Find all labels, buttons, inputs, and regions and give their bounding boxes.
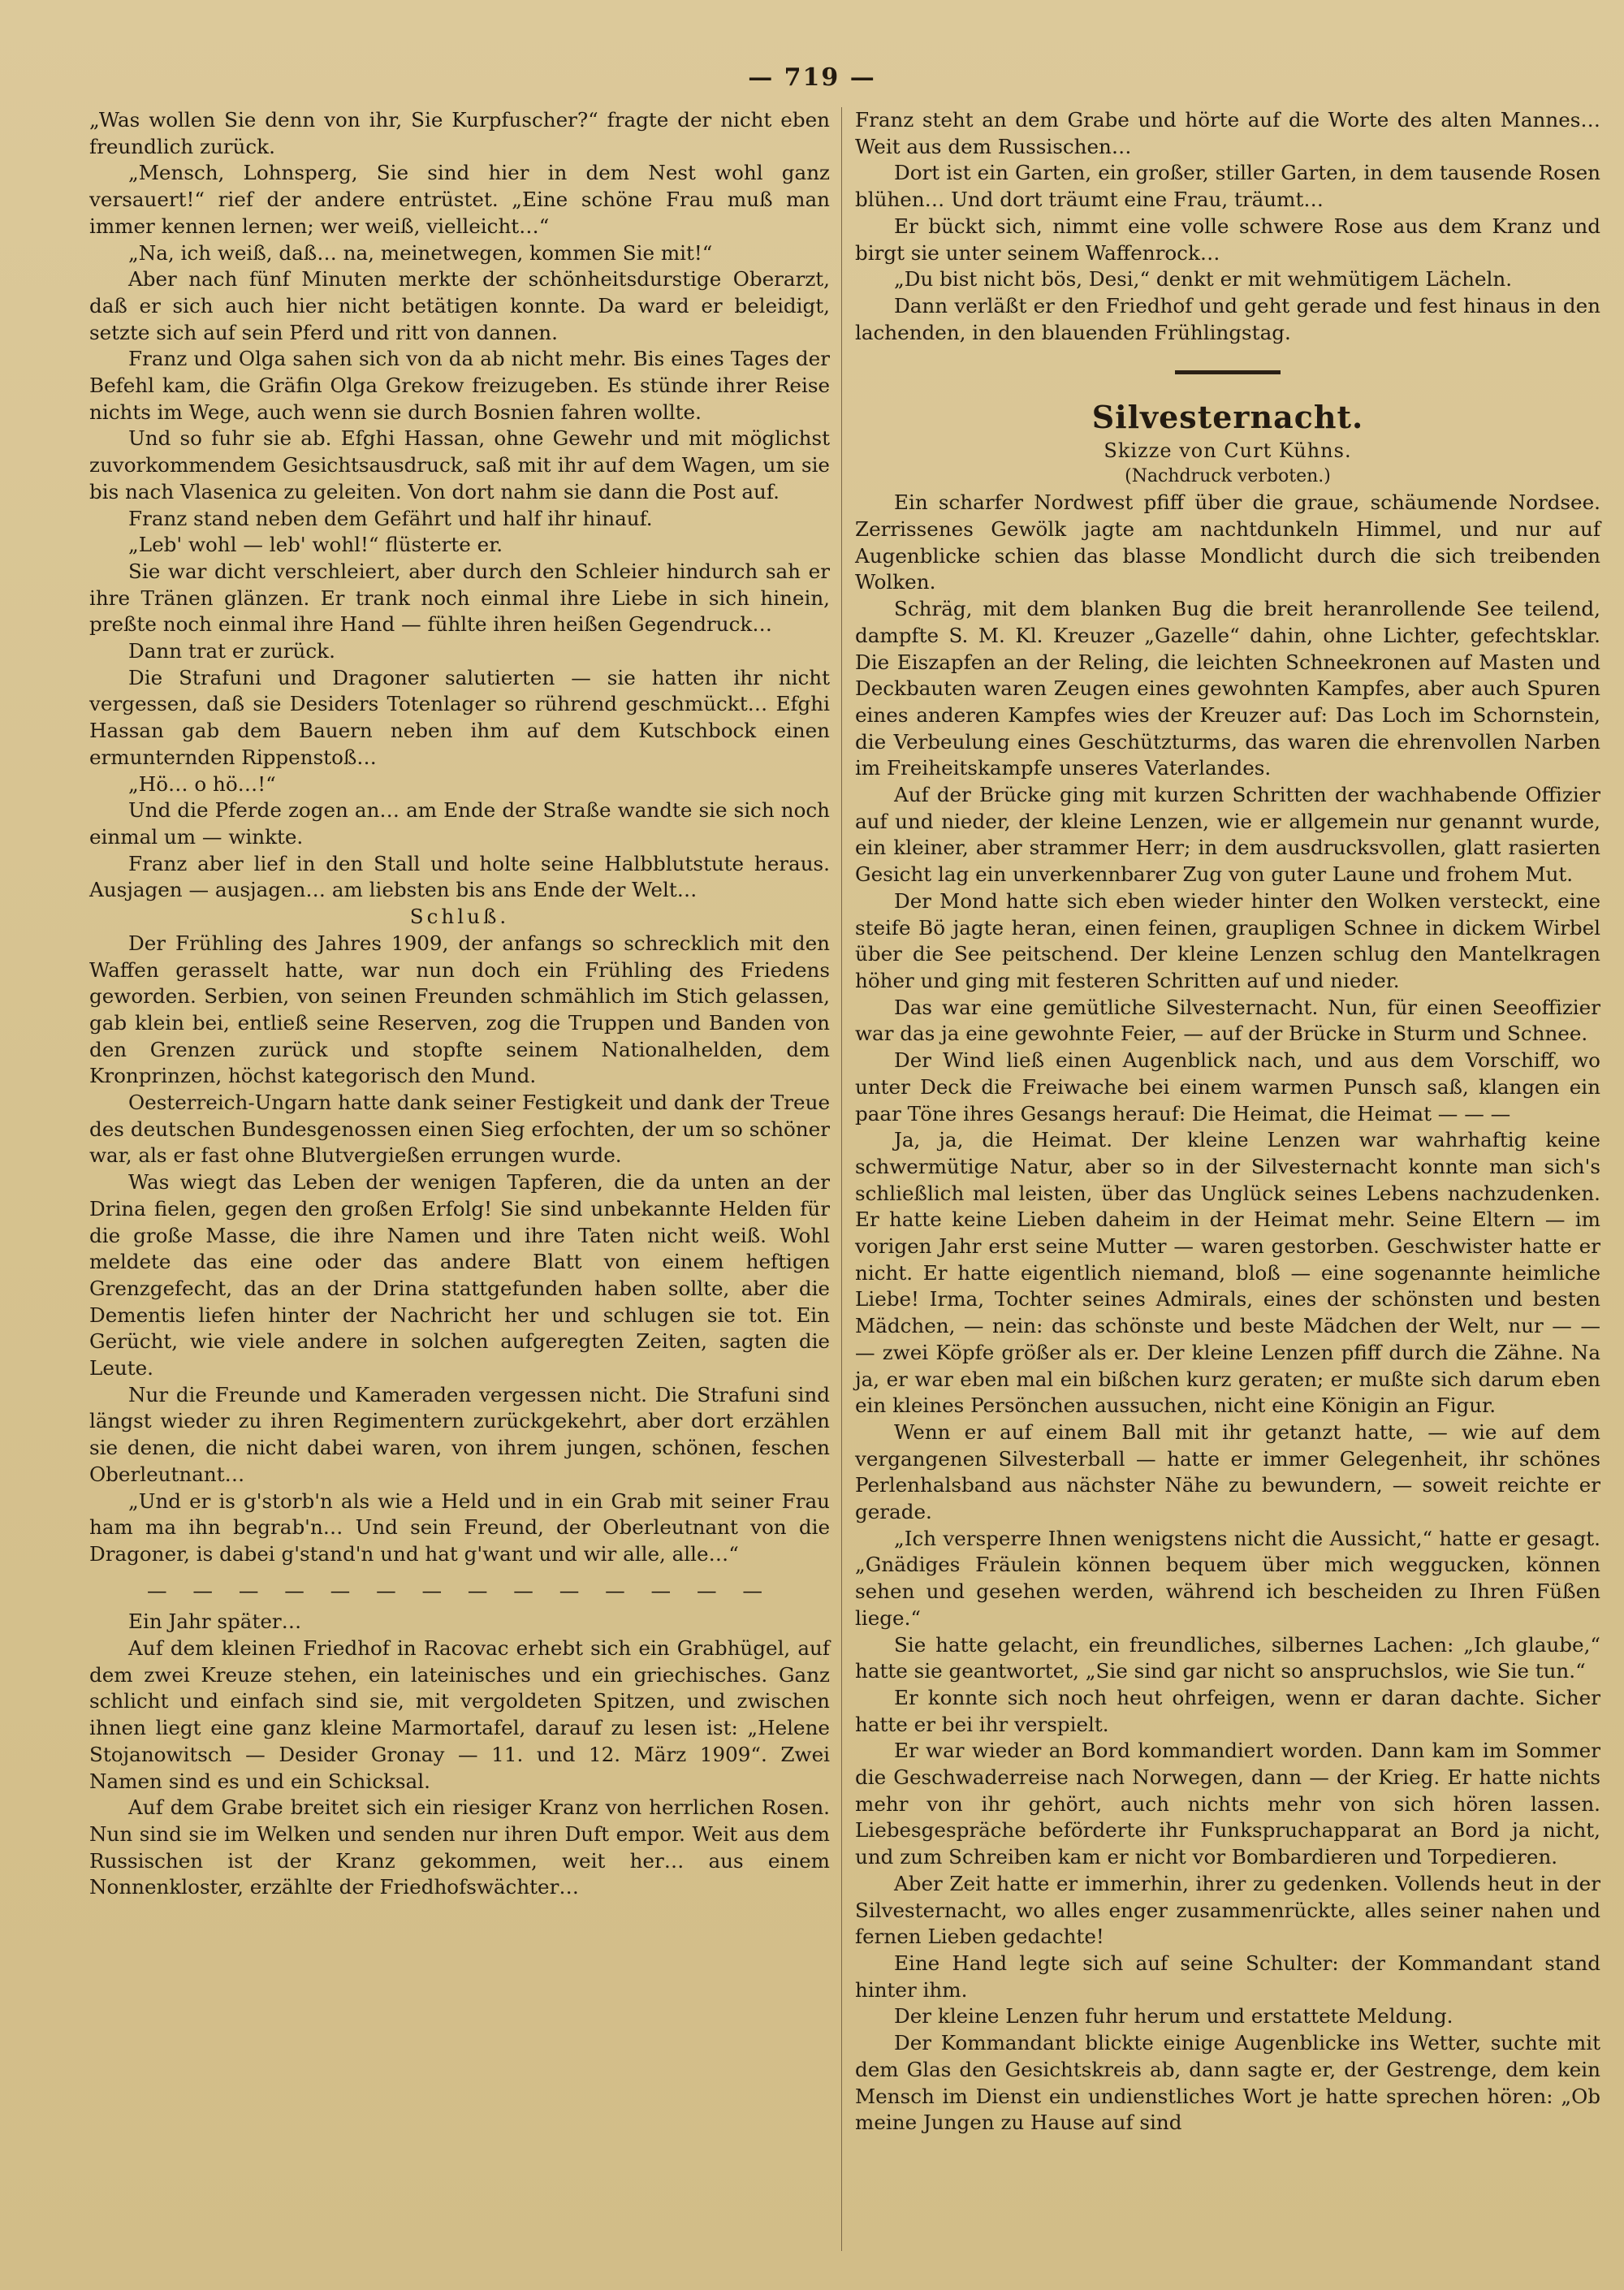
paragraph: Nur die Freunde und Kameraden vergessen nicht. Die Strafuni sind längst wieder zu ihren Regimentern zurückgekehrt, aber dort erzählen sie denen, die nicht dabei waren, von ihrem jungen, schönen, feschen Oberleutnant… (89, 1382, 830, 1486)
right-column (855, 107, 1600, 2137)
paragraph: Er bückt sich, nimmt eine volle schwere Rose aus dem Kranz und birgt sie unter seinem Waffenrock… (855, 214, 1600, 265)
paragraph: Was wiegt das Leben der wenigen Tapferen, die da unten an der Drina fielen, gegen den großen Erfolg! Sie sind unbekannte Helden für die große Masse, die ihre Namen und ihre Taten nicht weiß. Wohl meldete das eine oder das andere Blatt von einem heftigen Grenzgefecht, das an der Drina stattgefunden haben sollte, aber die Dementis liefen hinter der Nachricht her und schlugen sie tot. Ein Gerücht, wie viele andere in solchen aufgeregten Zeiten, sagten die Leute. (89, 1170, 830, 1380)
paragraph: Aber nach fünf Minuten merkte der schönheitsdurstige Oberarzt, daß er sich auch hier nicht betätigen konnte. Da ward er beleidigt, setzte sich auf sein Pferd und ritt von dannen. (89, 267, 830, 344)
paragraph: Dann trat er zurück. (128, 639, 335, 663)
paragraph: Das war eine gemütliche Silvesternacht. Nun, für einen Seeoffizier war das ja eine gewohnte Feier, — auf der Brücke in Sturm und Schnee. (855, 995, 1600, 1046)
right-column-part-b (855, 490, 1600, 2137)
left-column-part-c (89, 1609, 830, 1901)
paragraph: Er konnte sich noch heut ohrfeigen, wenn er daran dachte. Sicher hatte er bei ihr verspielt. (855, 1685, 1600, 1736)
schluss-heading: Schluß. (409, 905, 510, 929)
paragraph: Der Wind ließ einen Augenblick nach, und aus dem Vorschiff, wo unter Deck die Freiwache bei einem warmen Punsch saß, klangen ein paar Töne ihres Gesangs herauf: Die Heimat, die Heimat — — — (855, 1048, 1600, 1126)
paragraph: Ein scharfer Nordwest pfiff über die graue, schäumende Nordsee. Zerrissenes Gewölk jagte am nachtdunkeln Himmel, und nur auf Augenblicke schien das blasse Mondlicht durch die sich treibenden Wolken. (855, 490, 1600, 594)
paragraph: Wenn er auf einem Ball mit ihr getanzt hatte, — wie auf dem vergangenen Silvesterball — hatte er immer Gelegenheit, ihr schönes Perlenhalsband aus nächster Nähe zu bewundern, — soweit reichte er gerade. (855, 1419, 1600, 1524)
paragraph: Die Strafuni und Dragoner salutierten — sie hatten ihr nicht vergessen, daß sie Desiders Totenlager so rührend geschmückt… Efghi Hassan gab dem Bauern neben ihm auf dem Kutschbock einen ermunternden Rippenstoß… (89, 665, 830, 769)
paragraph: Dann verläßt er den Friedhof und geht gerade und fest hinaus in den lachenden, in den blauenden Frühlingstag. (855, 293, 1600, 344)
paragraph: „Du bist nicht bös, Desi,“ denkt er mit wehmütigem Lächeln. (894, 267, 1513, 292)
paragraph: „Was wollen Sie denn von ihr, Sie Kurpfuscher?“ fragte der nicht eben freundlich zurück. (89, 108, 830, 158)
paragraph: „Mensch, Lohnsperg, Sie sind hier in dem Nest wohl ganz versauert!“ rief der andere entrüstet. „Eine schöne Frau muß man immer kennen lernen; wer weiß, vielleicht…“ (89, 161, 830, 238)
paragraph: Auf dem kleinen Friedhof in Racovac erhebt sich ein Grabhügel, auf dem zwei Kreuze stehen, ein lateinisches und ein griechisches. Ganz schlicht und einfach sind sie, mit vergoldeten Spitzen, und zwischen ihnen liegt eine ganz kleine Marmortafel, darauf zu lesen ist: „Helene Stojanowitsch — Desider Gronay — 11. und 12. März 1909“. Zwei Namen sind es und ein Schicksal. (89, 1636, 830, 1793)
left-column (89, 107, 830, 1901)
paragraph: Der kleine Lenzen fuhr herum und erstattete Meldung. (894, 2004, 1453, 2029)
paragraph: Auf dem Grabe breitet sich ein riesiger Kranz von herrlichen Rosen. Nun sind sie im Welken und senden nur ihren Duft empor. Weit aus dem Russischen ist der Kranz gekommen, weit her… aus einem Nonnenkloster, erzählte der Friedhofswächter… (89, 1795, 830, 1899)
paragraph: Franz aber lief in den Stall und holte seine Halbblutstute heraus. Ausjagen — ausjagen… am liebsten bis ans Ende der Welt… (89, 851, 830, 902)
paragraph: Oesterreich-Ungarn hatte dank seiner Festigkeit und dank der Treue des deutschen Bundesgenossen einen Sieg erfochten, der um so schöner war, als er fast ohne Blutvergießen errungen wurde. (89, 1091, 830, 1168)
left-column-part-b (89, 931, 830, 1568)
paragraph: Sie hatte gelacht, ein freundliches, silbernes Lachen: „Ich glaube,“ hatte sie geantwortet, „Sie sind gar nicht so anspruchslos, wie Sie tun.“ (855, 1632, 1600, 1683)
dash-separator: — — — — — — — — — — — — — — (147, 1578, 772, 1602)
paragraph: Und die Pferde zogen an… am Ende der Straße wandte sie sich noch einmal um — winkte. (89, 798, 830, 849)
paragraph: Aber Zeit hatte er immerhin, ihrer zu gedenken. Vollends heut in der Silvesternacht, wo alles enger zusammenrückte, alles seiner nahen und fernen Lieben gedachte! (855, 1871, 1600, 1949)
paragraph: Ein Jahr später… (128, 1609, 302, 1634)
paragraph: Er war wieder an Bord kommandiert worden. Dann kam im Sommer die Geschwaderreise nach Norwegen, dann — der Krieg. Er hatte nichts mehr von ihr gehört, auch nichts mehr von sich hören lassen. Liebesgespräche beförderte ihr Funkspruchapparat an Bord ja nicht, und zum Schreiben kam er nicht vor Bombardieren und Torpedieren. (855, 1739, 1600, 1869)
left-column-part-a (89, 107, 830, 904)
page-number: — 719 — (748, 63, 876, 92)
paragraph: Ja, ja, die Heimat. Der kleine Lenzen war wahrhaftig keine schwermütige Natur, aber so in der Silvesternacht konnte man sich's schließlich mal leisten, über das Unglück seines Lebens nachzudenken. Er hatte keine Lieben daheim in der Heimat mehr. Seine Eltern — im vorigen Jahr erst seine Mutter — waren gestorben. Geschwister hatte er nicht. Er hatte eigentlich niemand, bloß — eine sogenannte heimliche Liebe! Irma, Tochter seines Admirals, eines der schönsten und besten Mädchen, — nein: das schönste und beste Mädchen der Welt, nur — — — zwei Köpfe größer als er. Der kleine Lenzen pfiff durch die Zähne. Na ja, er war eben mal ein bißchen kurz geraten; er mußte sich darum eben ein kleines Persönchen aussuchen, nicht eine Königin an Figur. (855, 1128, 1600, 1418)
paragraph: Sie war dicht verschleiert, aber durch den Schleier hindurch sah er ihre Tränen glänzen. Er trank noch einmal ihre Liebe in sich hinein, preßte noch einmal ihre Hand — fühlte ihren heißen Gegendruck… (89, 559, 830, 637)
paragraph: „Ich versperre Ihnen wenigstens nicht die Aussicht,“ hatte er gesagt. „Gnädiges Fräulein können bequem über mich weggucken, können sehen und gesehen werden, während ich bescheiden zu Ihren Füßen liege.“ (855, 1526, 1600, 1630)
paragraph: Der Frühling des Jahres 1909, der anfangs so schrecklich mit den Waffen gerasselt hatte, war nun doch ein Frühling des Friedens geworden. Serbien, von seinen Freunden schmählich im Stich gelassen, gab klein bei, entließ seine Reserven, zog die Truppen und Banden von den Grenzen zurück und stopfte seinem Nationalhelden, dem Kronprinzen, höchst kategorisch den Mund. (89, 931, 830, 1088)
paragraph: Franz steht an dem Grabe und hörte auf die Worte des alten Mannes… Weit aus dem Russischen… (855, 108, 1600, 158)
paragraph: „Na, ich weiß, daß… na, meinetwegen, kommen Sie mit!“ (128, 240, 713, 265)
reprint-note: (Nachdruck verboten.) (1125, 466, 1331, 487)
paragraph: „Und er is g'storb'n als wie a Held und in ein Grab mit seiner Frau ham ma ihn begrab'n… Und sein Freund, der Oberleutnant von die Dragoner, is dabei g'stand'n und hat g'want und wir alle, alle…“ (89, 1488, 830, 1566)
paragraph: „Hö… o hö…!“ (128, 771, 276, 796)
paragraph: Und so fuhr sie ab. Efghi Hassan, ohne Gewehr und mit möglichst zuvorkommendem Gesichtsausdruck, saß mit ihr auf dem Wagen, um sie bis nach Vlasenica zu geleiten. Von dort nahm sie dann die Post auf. (89, 426, 830, 503)
story-subtitle: Skizze von Curt Kühns. (1104, 439, 1352, 463)
story-title: Silvesternacht. (1091, 399, 1364, 436)
paragraph: Auf der Brücke ging mit kurzen Schritten der wachhabende Offizier auf und nieder, der kleine Lenzen, wie er allgemein nur genannt wurde, ein kleiner, aber strammer Herr; in dem ausdrucksvollen, glatt rasierten Gesicht lag ein unverkennbarer Zug von guter Laune und frohem Mut. (855, 783, 1600, 887)
paragraph: Der Mond hatte sich eben wieder hinter den Wolken versteckt, eine steife Bö jagte heran, einen feinen, graupligen Schnee in dickem Wirbel über die See peitschend. Der kleine Lenzen schlug den Mantelkragen höher und ging mit festeren Schritten auf und nieder. (855, 888, 1600, 992)
paragraph: Franz stand neben dem Gefährt und half ihr hinauf. (128, 506, 653, 530)
paragraph: Schräg, mit dem blanken Bug die breit heranrollende See teilend, dampfte S. M. Kl. Kreuzer „Gazelle“ dahin, ohne Lichter, gefechtsklar. Die Eiszapfen an der Reling, die leichten Schneekronen auf Masten und Deckbauten waren Zeugen eines gewohnten Kampfes, aber auch Spuren eines anderen Kampfes wies der Kreuzer auf: Das Loch im Schornstein, die Verbeulung eines Geschützturms, das waren die ehrenvollen Narben im Freiheitskampfe unseres Vaterlandes. (855, 597, 1600, 780)
paragraph: Franz und Olga sahen sich von da ab nicht mehr. Bis eines Tages der Befehl kam, die Gräfin Olga Grekow freizugeben. Es stünde ihrer Reise nichts im Wege, auch wenn sie durch Bosnien fahren wollte. (89, 347, 830, 424)
story-separator-rule (1175, 370, 1281, 374)
paragraph: Dort ist ein Garten, ein großer, stiller Garten, in dem tausende Rosen blühen… Und dort träumt eine Frau, träumt… (855, 161, 1600, 212)
paragraph: „Leb' wohl — leb' wohl!“ flüsterte er. (128, 533, 503, 557)
paragraph: Der Kommandant blickte einige Augenblicke ins Wetter, suchte mit dem Glas den Gesichtskreis ab, dann sagte er, der Gestrenge, dem kein Mensch im Dienst ein undienstliches Wort je hatte sprechen hören: „Ob meine Jungen zu Hause auf sind (855, 2031, 1600, 2135)
column-divider (841, 107, 842, 2251)
paragraph: Eine Hand legte sich auf seine Schulter: der Kommandant stand hinter ihm. (855, 1951, 1600, 2002)
right-column-part-a (855, 107, 1600, 346)
